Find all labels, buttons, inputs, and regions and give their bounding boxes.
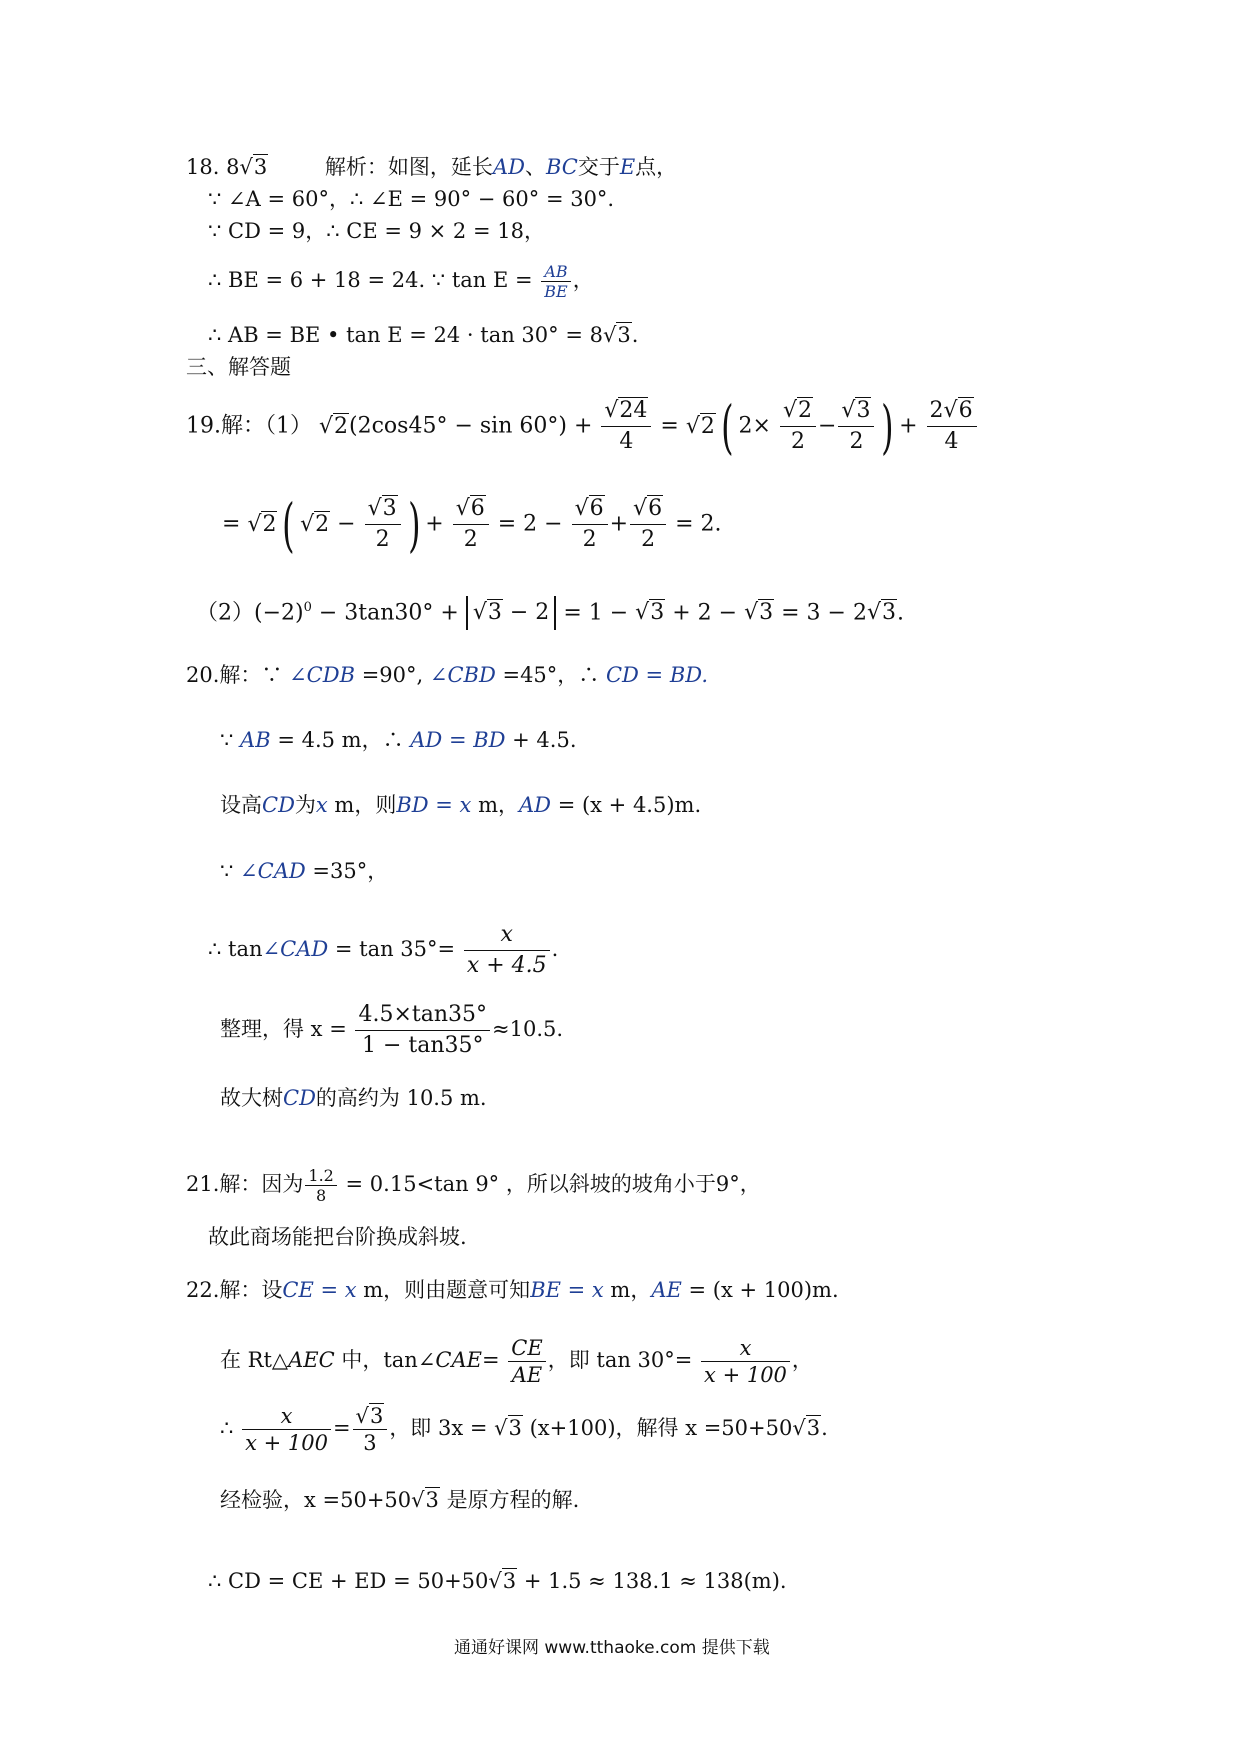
q22-line2: 在 Rt△AEC 中，tan∠CAE= $\frac{CE}{AE}$ ，即 tan 30°= $\frac{x}{x + 100}$ ， xyxy=(220,1336,813,1387)
fraction: $\frac{2√6}{4}$ xyxy=(927,396,977,457)
q18-line5: ∴ AB = BE • tan E = 24 · tan 30° = 8√3. xyxy=(208,320,638,350)
q22-line1: 22.解：设CE = x m，则由题意可知BE = x m，AE = (x + 100)m. xyxy=(186,1278,839,1302)
fraction: $\frac{√2}{2}$ xyxy=(780,396,816,457)
q19-line2: = √2 ( √2 − $\frac{√3}{2}$ ) + $\frac{√6}{2}$ = 2 − $\frac{√6}{2}$ + $\frac{√6}{2}$ = 2. xyxy=(222,490,722,559)
q20-line4: ∵ ∠CAD =35°， xyxy=(220,859,389,883)
q18-line3: ∵ CD = 9，∴ CE = 9 × 2 = 18， xyxy=(208,219,545,243)
fraction: $\frac{√3}{3}$ xyxy=(353,1403,388,1456)
fraction: $\frac{√6}{2}$ xyxy=(453,494,489,555)
q18-number: 18. xyxy=(186,155,220,179)
fraction: $\frac{4.5\times\tan 35^\circ}{1 - \tan 35^\circ}$ xyxy=(355,1000,490,1061)
q18-line1: 18. 8√3 解析：如图，延长AD、BC交于E点， xyxy=(186,152,677,182)
q22-line3: ∴ $\frac{x}{x + 100}$ = $\frac{√3}{3}$ ，即 3x = √3 (x+100)，解得 x =50+50√3. xyxy=(220,1404,828,1455)
q18-line4: ∴ BE = 6 + 18 = 24. ∵ tan E = $\frac{AB}{BE}$ ， xyxy=(208,262,594,301)
q20-line7: 故大树CD的高约为 10.5 m. xyxy=(220,1086,487,1110)
q18-line2: ∵ ∠A = 60°，∴ ∠E = 90° − 60° = 30°. xyxy=(208,187,615,211)
fraction: $\frac{CE}{AE}$ xyxy=(508,1335,545,1388)
q19-part2: $(2)(-2)^0 - 3\tan 30^\circ + √3 - 2 = 1 - √3 + 2 - √3 = 3 - 2√3$. xyxy=(196,593,904,630)
section-heading: 三、解答题 xyxy=(186,355,291,379)
q20-line1: 20.解：∵ ∠CDB =90°, ∠CBD =45°，∴ CD = BD. xyxy=(186,663,709,687)
q22-line5: ∴ CD = CE + ED = 50+50√3 + 1.5 ≈ 138.1 ≈ 138(m). xyxy=(208,1569,787,1593)
q20-line5: ∴ tan∠CAD = tan 35°= $\frac{x}{x + 4.5}$ . xyxy=(208,920,558,981)
fraction: $\frac{√24}{4}$ xyxy=(601,396,651,457)
q20-line2: ∵ AB = 4.5 m，∴ AD = BD + 4.5. xyxy=(220,728,577,752)
sqrt-sign: √2 xyxy=(319,413,349,439)
fraction: $\frac{√3}{2}$ xyxy=(365,494,401,555)
fraction: $\frac{√6}{2}$ xyxy=(630,494,666,555)
q19-line1: 19.解：（1） √2(2cos45° − sin 60°) + $\frac{√24}{4}$ = √2 ( 2× $\frac{√2}{2}$ − $\frac{√3}{2}$ ) + $\frac{2√6}{4}$ xyxy=(186,396,979,457)
q22-line4: 经检验，x =50+50√3 是原方程的解. xyxy=(220,1488,580,1512)
footer-watermark: 通通好课网 www.tthaoke.com 提供下载 xyxy=(454,1638,770,1658)
sqrt-sign: √3 xyxy=(602,323,631,347)
q20-line3: 设高CD为x m，则BD = x m，AD = (x + 4.5)m. xyxy=(220,793,702,817)
q20-line6: 整理，得 x = $\frac{4.5\times\tan 35^\circ}{1 - \tan 35^\circ}$ ≈10.5. xyxy=(220,1000,563,1061)
fraction: $\frac{1.2}{8}$ xyxy=(305,1166,336,1205)
fraction: $\frac{AB}{BE}$ xyxy=(541,262,570,301)
q18-answer-coef: 8 xyxy=(226,155,240,179)
absolute-value: √3 − 2 xyxy=(466,596,556,630)
fraction: $\frac{√6}{2}$ xyxy=(572,494,608,555)
fraction: $\frac{√3}{2}$ xyxy=(838,396,874,457)
fraction: $\frac{x}{x + 100}$ xyxy=(701,1335,790,1388)
fraction: $\frac{x}{x + 100}$ xyxy=(242,1403,331,1456)
q21-line2: 故此商场能把台阶换成斜坡. xyxy=(208,1225,467,1249)
sqrt-sign: √3 xyxy=(239,155,268,179)
q21-line1: 21.解：因为 $\frac{1.2}{8}$ = 0.15<tan 9° ，所以斜坡的坡角小于9°， xyxy=(186,1166,761,1205)
fraction: $\frac{x}{x + 4.5}$ xyxy=(464,920,550,981)
